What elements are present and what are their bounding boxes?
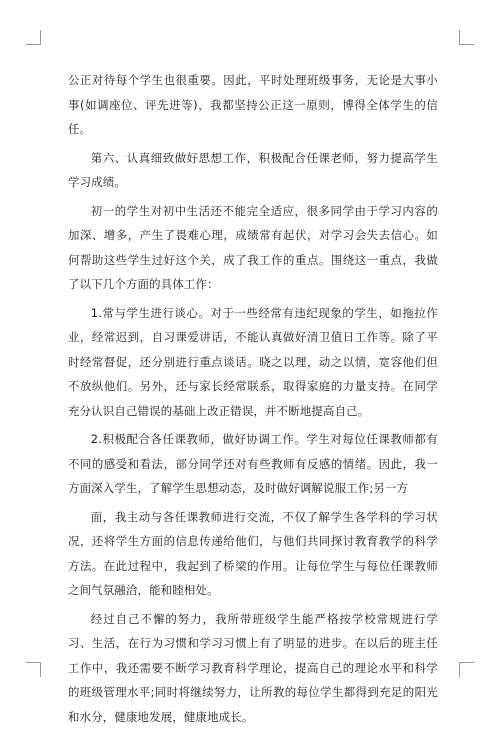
paragraph-2: 第六、认真细致做好思想工作，积极配合任课老师，努力提高学生学习成绩。 [68, 150, 438, 189]
paragraph-1: 公正对待每个学生也很重要。因此，平时处理班级事务，无论是大事小事(如调座位、评先进等)，我都坚持公正这一原则，博得全体学生的信任。 [68, 73, 438, 136]
paragraph-5: 2.积极配合各任课教师，做好协调工作。学生对每位任课教师都有不同的感受和看法，部分同学还对有些教师有反感的情绪。因此，我一方面深入学生，了解学生思想动态，及时做好调解说服工作;另一方 [68, 432, 438, 495]
crop-mark-top-left [26, 30, 41, 45]
paragraph-7: 经过自己不懈的努力，我所带班级学生能严格按学校常规进行学习、生活，在行为习惯和学习习惯上有了明显的进步。在以后的班主任工作中，我还需要不断学习教育科学理论，提高自己的理论水平和科学的班级管理水平;同时将继续努力，让所教的每位学生都得到充足的阳光和水分，健康地发展，健康地成长。 [68, 611, 438, 724]
crop-mark-bottom-right [459, 662, 474, 677]
paragraph-3: 初一的学生对初中生活还不能完全适应，很多同学由于学习内容的加深、增多，产生了畏难心理，成绩常有起伏，对学习会失去信心。如何帮助这些学生过好这个关，成了我工作的重点。围绕这一重点，我做了以下几个方面的具体工作： [68, 203, 438, 291]
paragraph-4: 1.常与学生进行谈心。对于一些经常有违纪现象的学生，如拖拉作业，经常迟到，自习课爱讲话，不能认真做好清卫值日工作等。除了平时经常督促，还分别进行重点谈话。晓之以理，动之以情，宽容他们但不放纵他们。另外，还与家长经常联系，取得家庭的力量支持。在同学充分认识自己错误的基础上改正错误，并不断地提高自己。 [68, 305, 438, 418]
crop-mark-top-right [459, 30, 474, 45]
paragraph-6: 面，我主动与各任课教师进行交流，不仅了解学生各学科的学习状况，还将学生方面的信息传递给他们，与他们共同探讨教育教学的科学方法。在此过程中，我起到了桥梁的作用。让每位学生与每位任课教师之间气氛融洽，能和睦相处。 [68, 509, 438, 597]
crop-mark-bottom-left [26, 662, 41, 677]
document-body [68, 68, 438, 733]
